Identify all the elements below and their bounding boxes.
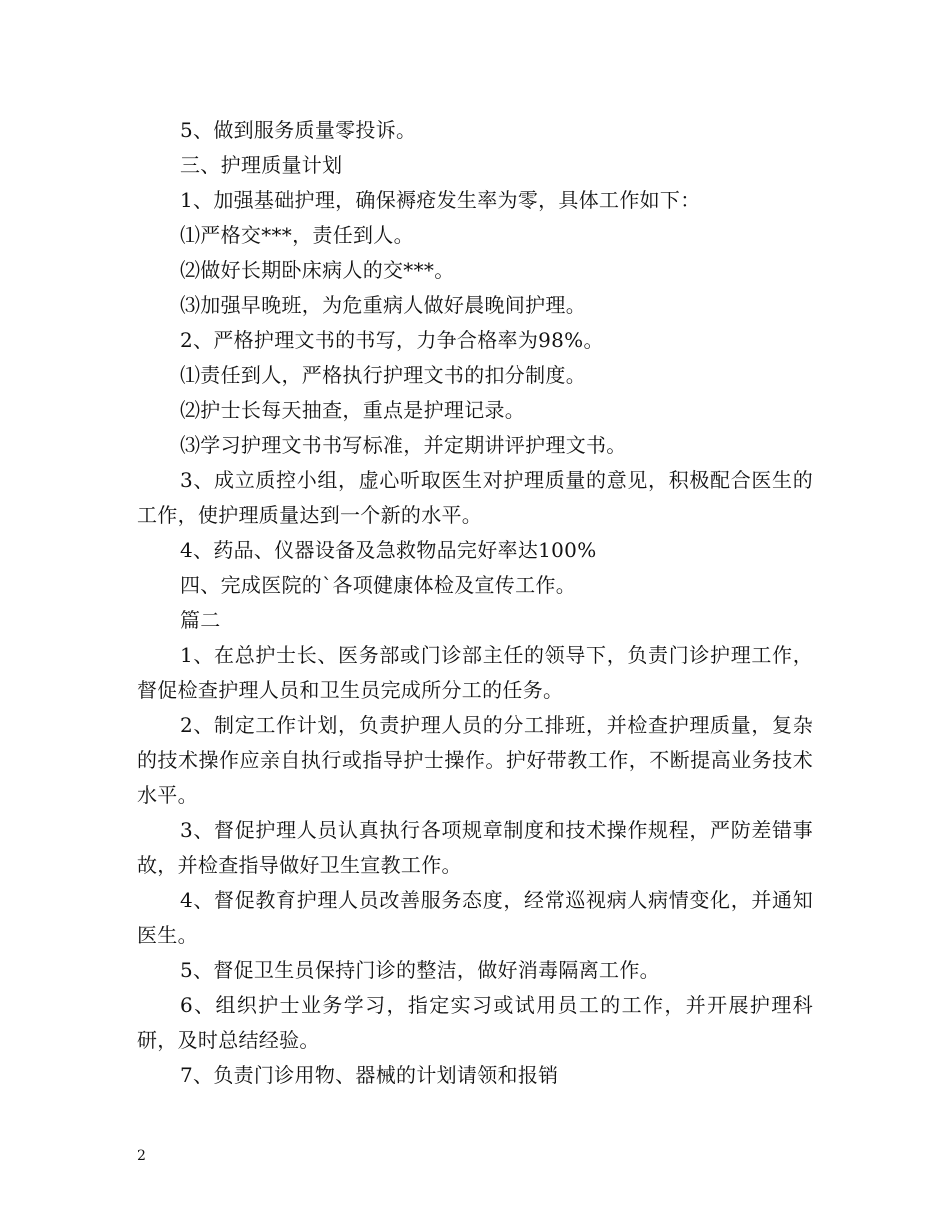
document-body: [137, 113, 813, 1093]
paragraph: 5、做到服务质量零投诉。: [180, 118, 417, 142]
paragraph: 3、成立质控小组，虚心听取医生对护理质量的意见，积极配合医生的工作，使护理质量达到一个新的水平。: [137, 468, 813, 527]
paragraph: ⑵护士长每天抽查，重点是护理记录。: [180, 398, 526, 422]
paragraph: 4、药品、仪器设备及急救物品完好率达100%: [180, 538, 597, 562]
paragraph: 6、组织护士业务学习，指定实习或试用员工的工作，并开展护理科研，及时总结经验。: [137, 993, 813, 1052]
paragraph: ⑴严格交***，责任到人。: [180, 223, 414, 247]
paragraph: 1、加强基础护理，确保褥疮发生率为零，具体工作如下：: [180, 188, 701, 212]
paragraph: ⑴责任到人，严格执行护理文书的扣分制度。: [180, 363, 586, 387]
paragraph: 7、负责门诊用物、器械的计划请领和报销: [180, 1063, 559, 1087]
paragraph: 5、督促卫生员保持门诊的整洁，做好消毒隔离工作。: [180, 958, 660, 982]
section-heading: 四、完成医院的`各项健康体检及宣传工作。: [180, 573, 576, 597]
paragraph: ⑶加强早晚班，为危重病人做好晨晚间护理。: [180, 293, 586, 317]
paragraph: 2、严格护理文书的书写，力争合格率为98%。: [180, 328, 604, 352]
paragraph: 1、在总护士长、医务部或门诊部主任的领导下，负责门诊护理工作，督促检查护理人员和卫生员完成所分工的任务。: [137, 643, 813, 702]
paragraph: ⑶学习护理文书书写标准，并定期讲评护理文书。: [180, 433, 627, 457]
paragraph: 3、督促护理人员认真执行各项规章制度和技术操作规程，严防差错事故，并检查指导做好卫生宣教工作。: [137, 818, 813, 877]
page-number: 2: [137, 1148, 146, 1164]
paragraph: ⑵做好长期卧床病人的交***。: [180, 258, 455, 282]
paragraph: 4、督促教育护理人员改善服务态度，经常巡视病人病情变化，并通知医生。: [137, 888, 813, 947]
section-heading: 篇二: [180, 608, 221, 632]
paragraph: 2、制定工作计划，负责护理人员的分工排班，并检查护理质量，复杂的技术操作应亲自执行或指导护士操作。护好带教工作，不断提高业务技术水平。: [137, 713, 813, 807]
section-heading: 三、护理质量计划: [180, 153, 343, 177]
